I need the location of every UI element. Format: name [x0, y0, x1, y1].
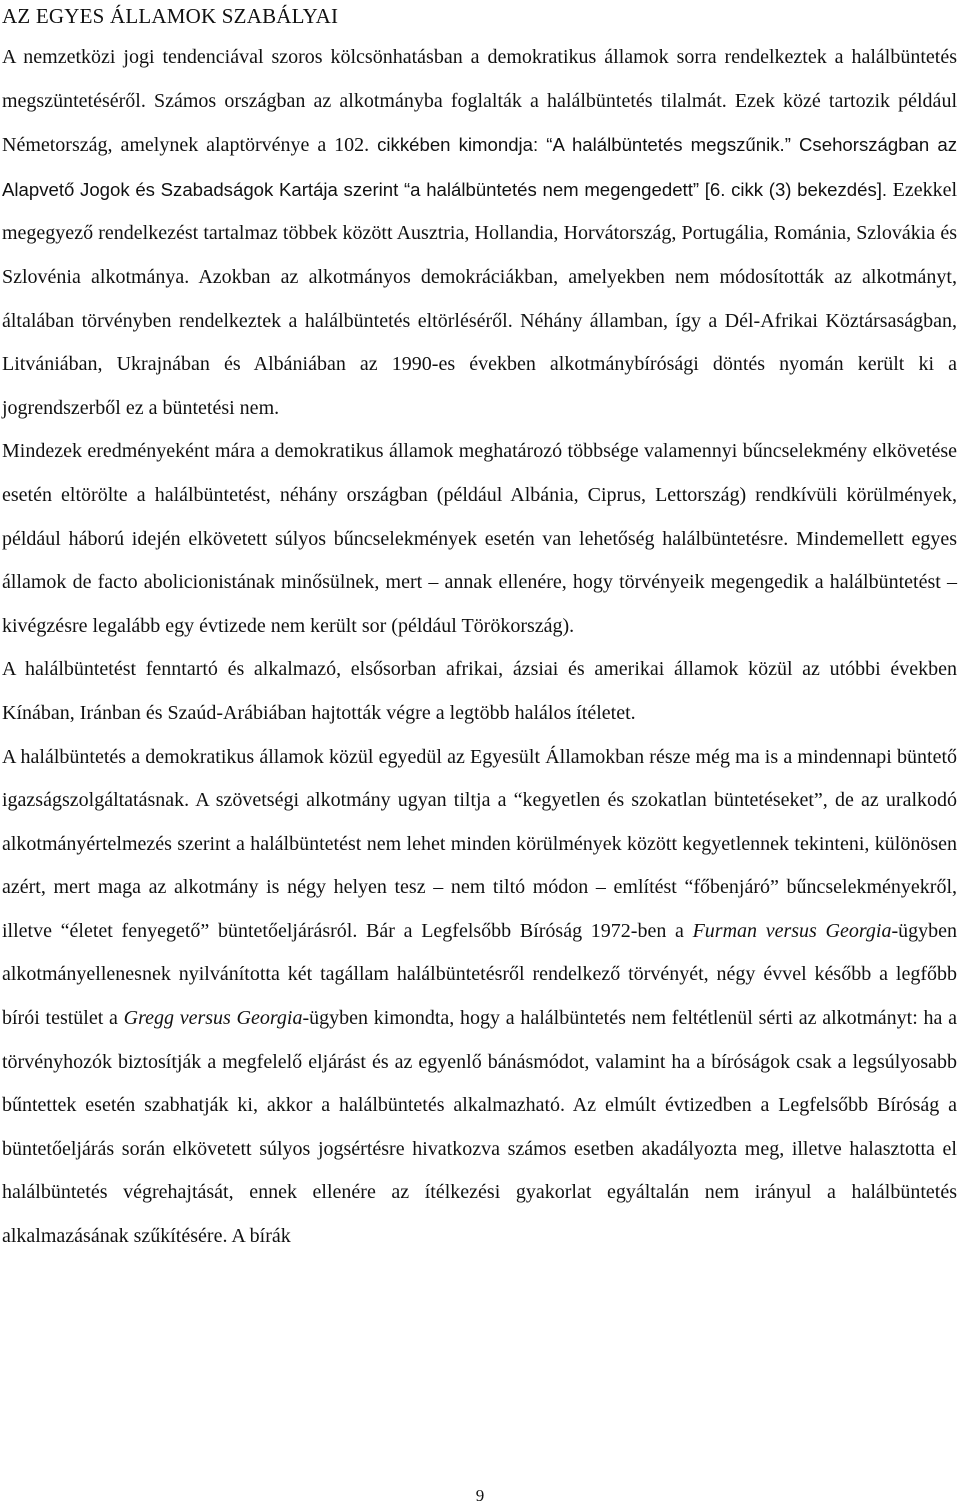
section-heading: AZ EGYES ÁLLAMOK SZABÁLYAI [2, 4, 339, 28]
paragraph-3: A halálbüntetést fenntartó és alkalmazó, elsősorban afrikai, ázsiai és amerikai államok közül az utóbbi években Kínában, Iránban és Szaúd-Arábiában hajtották végre a legtöbb halálos ítéletet. [2, 658, 957, 724]
paragraph-1 [2, 36, 957, 430]
paragraph-4-part-c: -ügyben kimondta, hogy a halálbüntetés nem feltétlenül sérti az alkotmányt: ha a törvényhozók biztosítják a megfelelő eljárást és az egyenlő bánásmódot, valamint ha a bíróságok csak a legsúlyosabb bűntettek esetén szabhatják ki, akkor a halálbüntetés alkalmazható. Az elmúlt évtizedben a Legfelsőbb Bíróság a büntetőeljárás során elkövetett súlyos jogsértésre hivatkozva számos esetben akadályozta meg, illetve halasztotta el halálbüntetés végrehajtását, ennek ellenére az ítélkezési gyakorlat egyáltalán nem irányul a halálbüntetés alkalmazásának szűkítésére. A bírák [2, 1007, 958, 1248]
page-number: 9 [475, 1486, 485, 1505]
paragraph-4 [2, 736, 957, 1259]
paragraph-2: Mindezek eredményeként mára a demokratikus államok meghatározó többsége valamennyi bűncselekmény elkövetése esetén eltörölte a halálbüntetést, néhány országban (például Albánia, Ciprus, Lettország) rendkívüli körülmények, például háború idején elkövetett súlyos bűncselekmények esetén van lehetőség halálbüntetésre. Mindemellett egyes államok de facto abolicionistának minősülnek, mert – annak ellenére, hogy törvényeik megengedik a halálbüntetést – kivégzésre legalább egy évtizede nem került sor (például Törökország). [2, 440, 957, 637]
paragraph-1-part-a: A nemzetközi jogi tendenciával szoros kölcsönhatásban a demokratikus államok sorra rendelkeztek a halálbüntetés megszüntetéséről. Számos országban az alkotmányba foglalták a halálbüntetés tilalmát. Ezek közé tartozik például Németország, amelynek alaptörvénye a 102. [2, 46, 957, 157]
case-name-gregg: Gregg versus Georgia [123, 1007, 303, 1030]
paragraph-1-part-b: cikkében kimondja: “A halálbüntetés megszűnik.” Csehországban az Alapvető Jogok és Szabadságok Kartája szerint “a halálbüntetés nem megengedett” [6. cikk (3) bekezdés]. [2, 134, 957, 200]
body-text [2, 36, 957, 1259]
paragraph-4-part-a: A halálbüntetés a demokratikus államok közül egyedül az Egyesült Államokban része még ma is a mindennapi büntető igazságszolgáltatásnak. A szövetségi alkotmány ugyan tiltja a “kegyetlen és szokatlan büntetéseket”, de az uralkodó alkotmányértelmezés szerint a halálbüntetést nem lehet minden körülmények között kegyetlennek tekinteni, különösen azért, mert maga az alkotmány is négy helyen tesz – nem tiltó módon – említést “főbenjáró” bűncselekményekről, illetve “életet fenyegető” büntetőeljárásról. Bár a Legfelsőbb Bíróság 1972-ben a [2, 745, 957, 942]
paragraph-1-part-c: Ezekkel megegyező rendelkezést tartalmaz többek között Ausztria, Hollandia, Horvátország, Portugália, Románia, Szlovákia és Szlovénia alkotmánya. Azokban az alkotmányos demokráciákban, amelyekben nem módosították az alkotmányt, általában törvényben rendelkeztek a halálbüntetés eltörléséről. Néhány államban, így a Dél-Afrikai Köztársaságban, Litvániában, Ukrajnában és Albániában az 1990-es években alkotmánybírósági döntés nyomán került ki a jogrendszerből ez a büntetési nem. [2, 178, 958, 419]
paragraph-4-part-b: -ügyben alkotmányellenesnek nyilvánította két tagállam halálbüntetésről rendelkező törvényét, négy évvel később a legfőbb bírói testület a [2, 919, 957, 1030]
case-name-furman: Furman versus Georgia [692, 919, 892, 942]
